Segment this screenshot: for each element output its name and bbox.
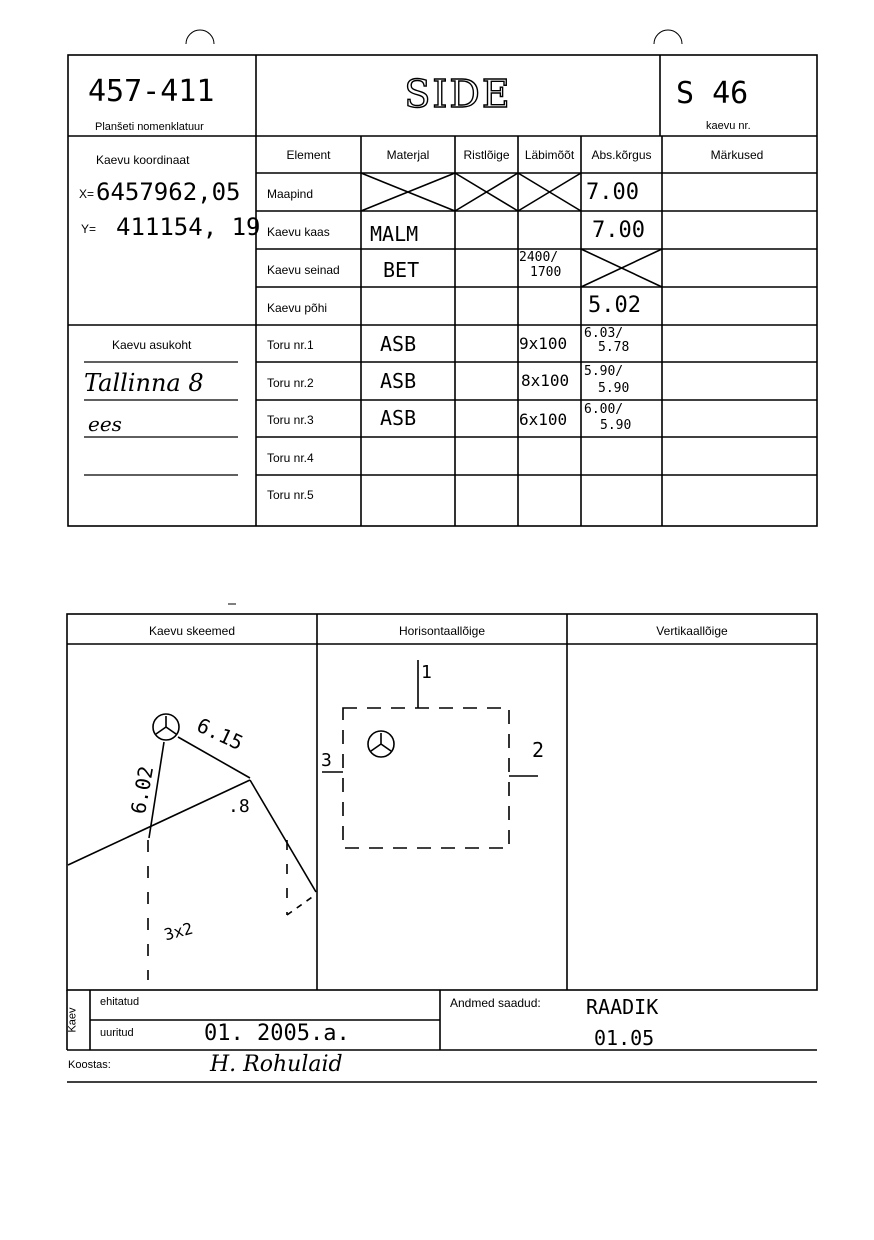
nomenclature-value: 457-411 bbox=[88, 74, 215, 109]
abs-height-value: 5.90/ bbox=[584, 364, 624, 379]
row-element-label: Maapind bbox=[267, 187, 314, 201]
abs-height-value: 5.90 bbox=[600, 418, 632, 433]
header-material: Materjal bbox=[386, 148, 430, 162]
well-number-value: S 46 bbox=[676, 76, 749, 111]
vertical-section-label: Vertikaallõige bbox=[656, 624, 728, 638]
header-diameter: Läbimõõt bbox=[524, 148, 575, 162]
header-element: Element bbox=[286, 148, 331, 162]
diameter-value: 1700 bbox=[530, 265, 562, 280]
header-notes: Märkused bbox=[710, 148, 764, 162]
data-date-value: 01.05 bbox=[594, 1026, 655, 1050]
horizontal-section-label: Horisontaallõige bbox=[398, 624, 486, 638]
sketch-distance-label: .8 bbox=[228, 796, 250, 817]
page-title: SIDE bbox=[404, 72, 512, 116]
x-prefix: X= bbox=[79, 187, 95, 201]
row-element-label: Toru nr.1 bbox=[267, 338, 314, 352]
row-element-label: Toru nr.5 bbox=[267, 488, 314, 502]
abs-height-value: 7.00 bbox=[586, 180, 639, 205]
material-value: MALM bbox=[370, 222, 419, 246]
diameter-value: 2400/ bbox=[519, 250, 559, 265]
material-value: BET bbox=[383, 258, 420, 282]
y-coordinate: 411154, 19 bbox=[116, 213, 261, 241]
row-element-label: Kaevu kaas bbox=[267, 225, 330, 239]
well-number-label: kaevu nr. bbox=[706, 120, 751, 132]
abs-height-value: 6.03/ bbox=[584, 326, 624, 341]
diameter-value: 6x100 bbox=[519, 410, 568, 429]
pipe-2-label: 2 bbox=[532, 738, 545, 762]
data-source-value: RAADIK bbox=[586, 995, 659, 1019]
coords-label: Kaevu koordinaat bbox=[96, 153, 190, 167]
data-source-label: Andmed saadud: bbox=[450, 996, 541, 1010]
material-value: ASB bbox=[380, 369, 417, 393]
location-line-1: Tallinna 8 bbox=[84, 369, 204, 397]
location-line-2: ees bbox=[88, 412, 122, 436]
surveyed-label: uuritud bbox=[100, 1027, 134, 1039]
abs-height-value: 6.00/ bbox=[584, 402, 624, 417]
diameter-value: 8x100 bbox=[521, 371, 570, 390]
row-element-label: Toru nr.2 bbox=[267, 376, 314, 390]
author-value: H. Rohulaid bbox=[210, 1052, 343, 1077]
sketch-distance-label: 6.15 bbox=[193, 712, 247, 756]
sketch-distance-label: 6.02 bbox=[126, 764, 159, 816]
author-label: Koostas: bbox=[68, 1059, 111, 1071]
material-value: ASB bbox=[380, 332, 417, 356]
abs-height-value: 5.02 bbox=[588, 293, 641, 318]
row-element-label: Kaevu seinad bbox=[267, 263, 340, 277]
sketch-distance-label: 3x2 bbox=[162, 918, 195, 945]
abs-height-value: 7.00 bbox=[592, 218, 645, 243]
header-abs-height: Abs.kõrgus bbox=[591, 148, 652, 162]
schemes-label: Kaevu skeemed bbox=[148, 624, 236, 638]
row-element-label: Kaevu põhi bbox=[267, 301, 328, 315]
pipe-1-label: 1 bbox=[421, 662, 432, 683]
well-label: Kaev bbox=[66, 1007, 79, 1033]
built-label: ehitatud bbox=[100, 996, 140, 1008]
abs-height-value: 5.78 bbox=[598, 340, 630, 355]
abs-height-value: 5.90 bbox=[598, 381, 630, 396]
pipe-3-label: 3 bbox=[321, 750, 332, 771]
surveyed-value: 01. 2005.a. bbox=[204, 1021, 350, 1046]
header-cross-section: Ristlõige bbox=[463, 148, 510, 162]
y-prefix: Y= bbox=[81, 222, 97, 236]
row-element-label: Toru nr.3 bbox=[267, 413, 314, 427]
material-value: ASB bbox=[380, 406, 417, 430]
row-element-label: Toru nr.4 bbox=[267, 451, 314, 465]
nomenclature-label: Planšeti nomenklatuur bbox=[95, 121, 204, 133]
location-label: Kaevu asukoht bbox=[112, 338, 192, 352]
x-coordinate: 6457962,05 bbox=[96, 178, 241, 206]
diameter-value: 9x100 bbox=[519, 334, 568, 353]
